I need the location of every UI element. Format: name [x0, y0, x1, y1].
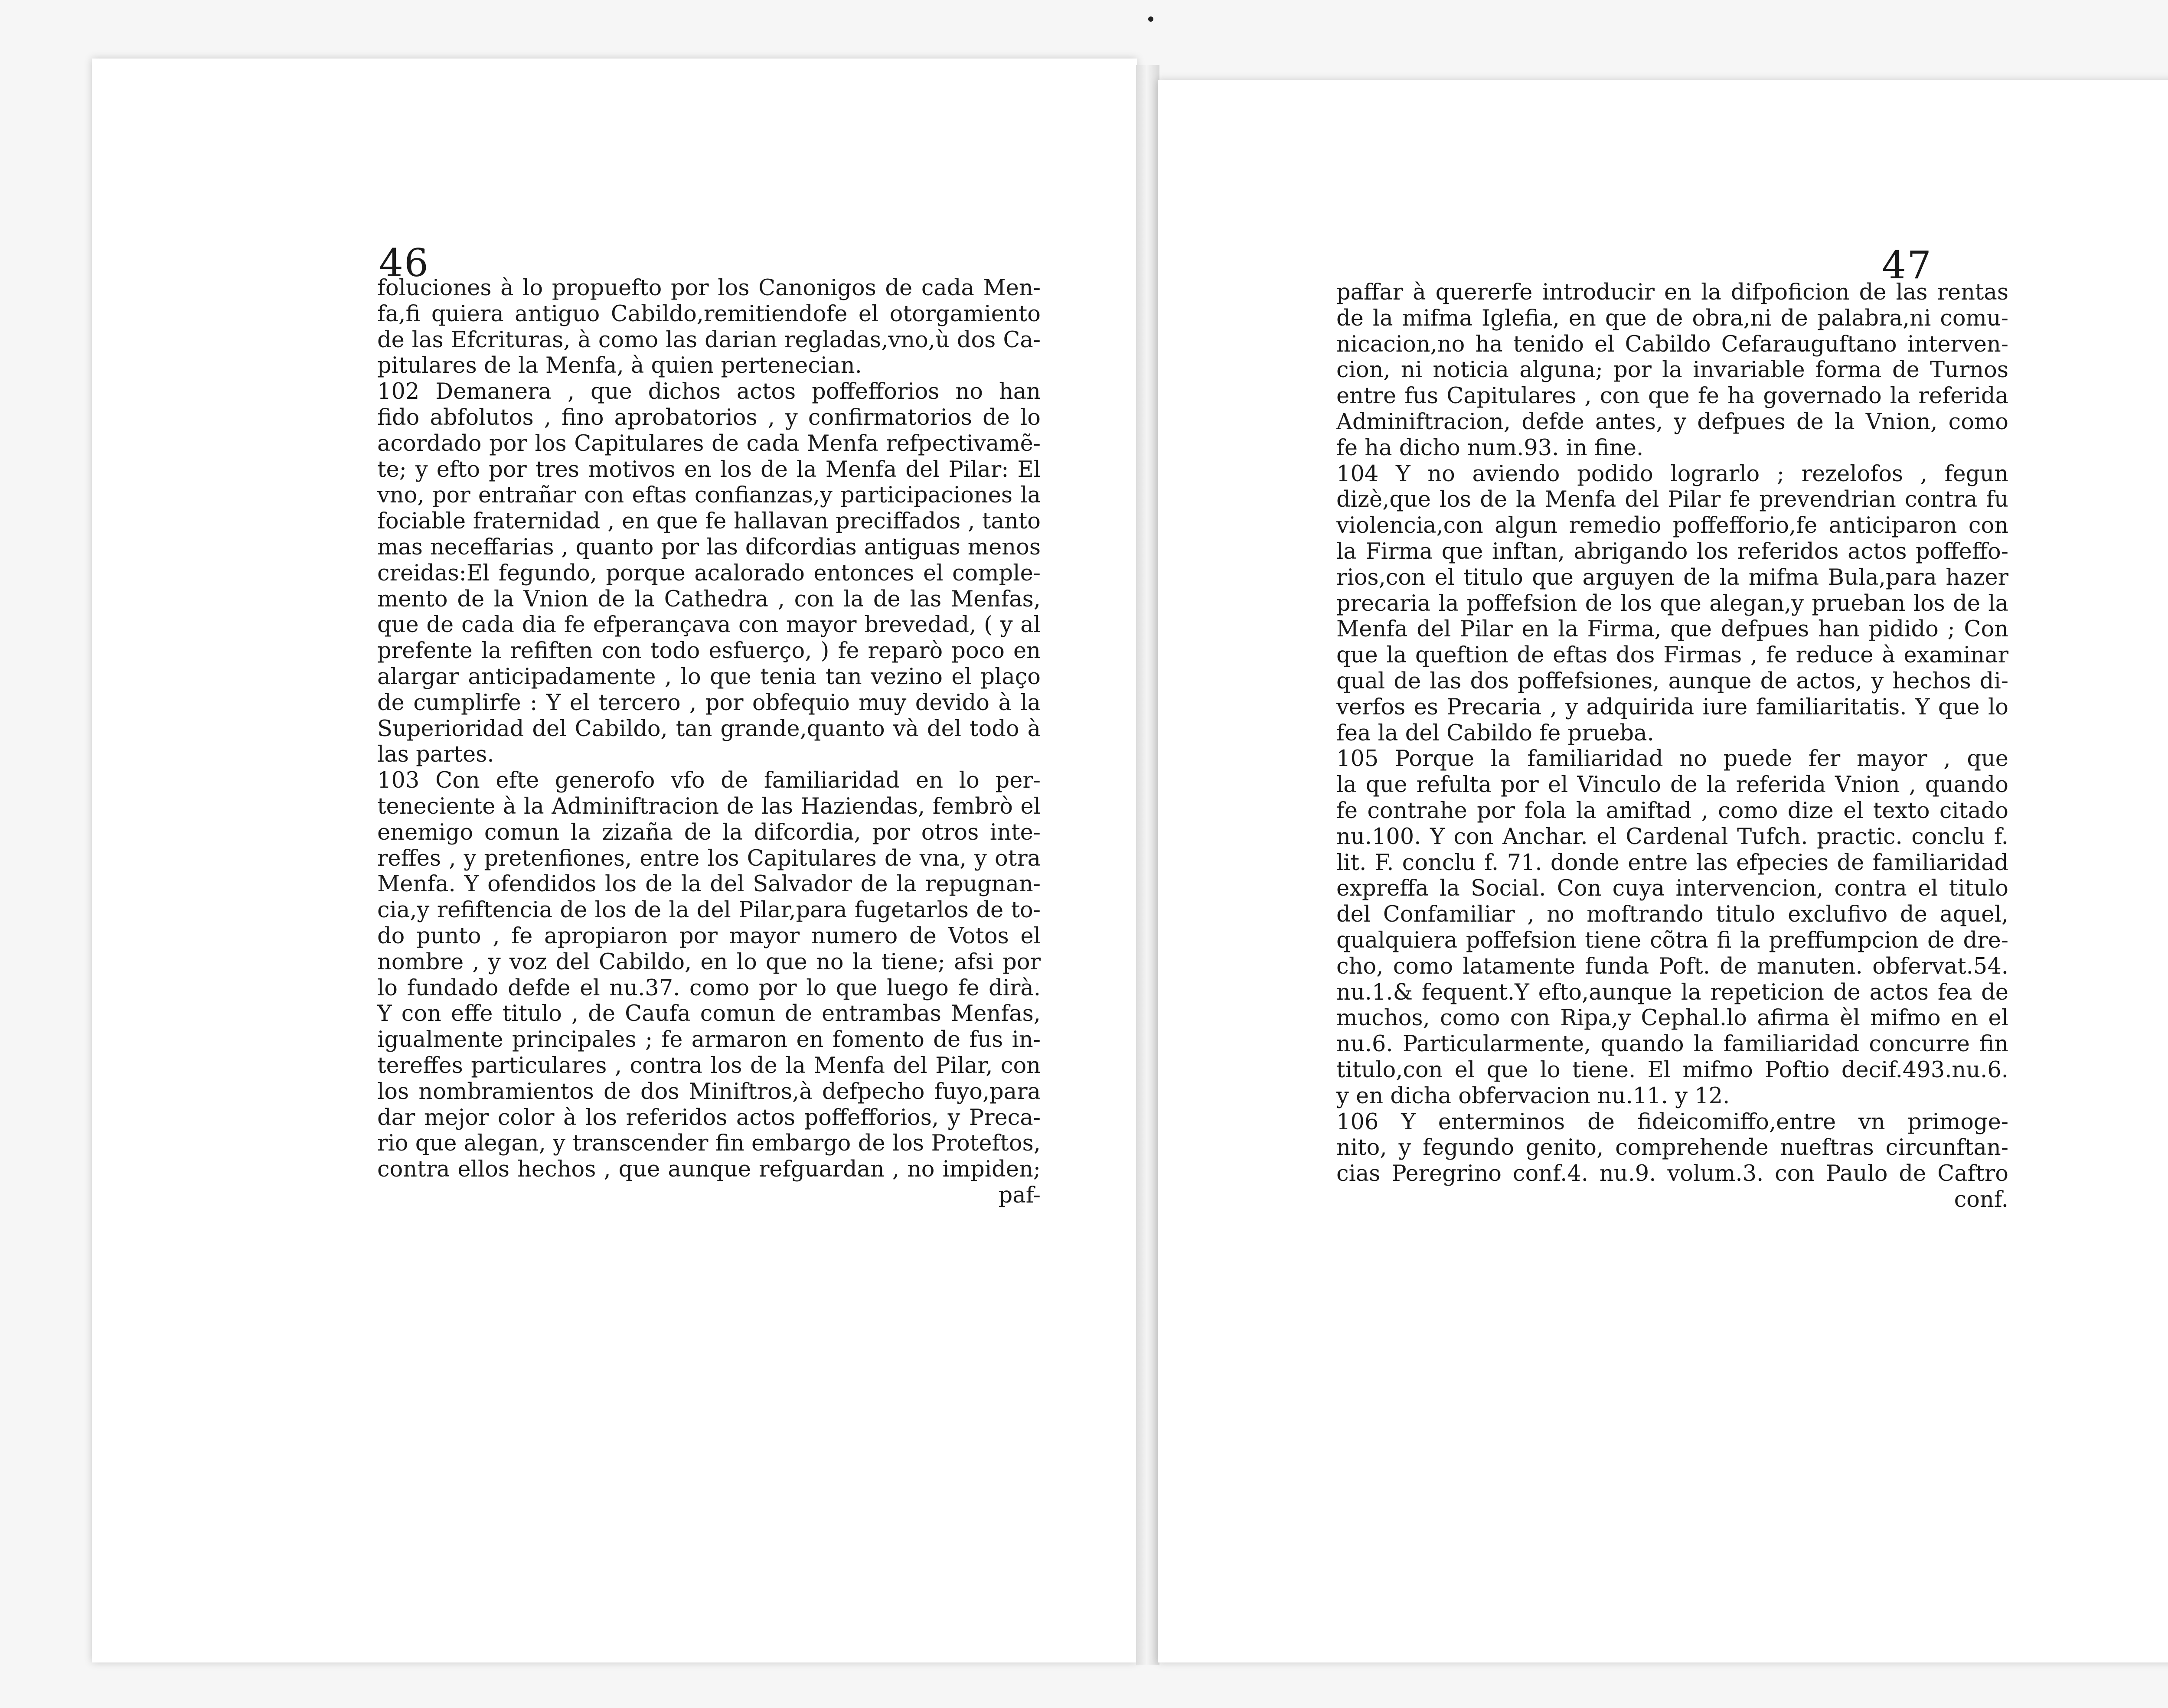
text-line: vno, por entrañar con eftas confianzas,y participaciones la	[377, 482, 1041, 508]
left-text-block	[377, 275, 1041, 1209]
right-page	[1158, 80, 2168, 1662]
text-line: foluciones à lo propuefto por los Canonigos de cada Men-	[377, 275, 1041, 301]
text-line: Y con effe titulo , de Caufa comun de entrambas Menfas,	[377, 1001, 1041, 1027]
text-line: mas neceffarias , quanto por las difcordias antiguas menos	[377, 534, 1041, 560]
text-line: fe ha dicho num.93. in fine.	[1336, 435, 1644, 461]
text-line: fe contrahe por fola la amiftad , como dize el texto citado	[1336, 798, 2008, 824]
text-line: creidas:El fegundo, porque acalorado entonces el comple-	[377, 560, 1041, 586]
text-line: fea la del Cabildo fe prueba.	[1336, 720, 1654, 746]
text-line: prefente la refiften con todo esfuerço, ) fe reparò poco en	[377, 638, 1041, 664]
text-line: Adminiftracion, defde antes, y defpues de la Vnion, como	[1336, 409, 2008, 435]
text-line: 106 Y enterminos de fideicomiffo,entre vn primoge-	[1336, 1109, 2008, 1135]
text-line: 104 Y no aviendo podido lograrlo ; rezelofos , fegun	[1336, 461, 2008, 487]
text-line: teneciente à la Adminiftracion de las Haziendas, fembrò el	[377, 793, 1041, 819]
text-line: reffes , y pretenfiones, entre los Capitulares de vna, y otra	[377, 845, 1041, 871]
text-line: rio que alegan, y transcender fin embargo de los Proteftos,	[377, 1131, 1041, 1157]
text-line: fa,fi quiera antiguo Cabildo,remitiendofe el otorgamiento	[377, 301, 1041, 327]
text-line: y en dicha obfervacion nu.11. y 12.	[1336, 1083, 1730, 1109]
text-line: Superioridad del Cabildo, tan grande,quanto và del todo à	[377, 716, 1041, 742]
text-line: enemigo comun la zizaña de la difcordia, por otros inte-	[377, 819, 1041, 845]
text-line: cho, como latamente funda Poft. de manuten. obfervat.54.	[1336, 953, 2008, 979]
page-number: 47	[1882, 243, 1932, 287]
text-line: expreffa la Social. Con cuya intervencion, contra el titulo	[1336, 876, 2008, 902]
text-line: la Firma que inftan, abrigando los referidos actos poffeffo-	[1336, 538, 2008, 564]
text-line: cion, ni noticia alguna; por la invariable forma de Turnos	[1336, 357, 2008, 383]
catchword: paf-	[998, 1182, 1041, 1208]
text-line: la que refulta por el Vinculo de la referida Vnion , quando	[1336, 772, 2008, 798]
text-line: lit. F. conclu f. 71. donde entre las efpecies de familiaridad	[1336, 850, 2008, 876]
text-line: precaria la poffefsion de los que alegan,y prueban los de la	[1336, 590, 2008, 616]
text-line: paffar à quererfe introducir en la difpoficion de las rentas	[1336, 280, 2008, 305]
text-line: te; y efto por tres motivos en los de la Menfa del Pilar: El	[377, 456, 1041, 482]
text-line: pitulares de la Menfa, à quien pertenecian.	[377, 353, 862, 379]
text-line: fociable fraternidad , en que fe hallavan preciffados , tanto	[377, 508, 1041, 535]
text-line: los nombramientos de dos Miniftros,à defpecho fuyo,para	[377, 1079, 1041, 1105]
text-line: cia,y refiftencia de los de la del Pilar,para fugetarlos de to-	[377, 897, 1041, 923]
catchword: conf.	[1954, 1186, 2008, 1213]
text-line: contra ellos hechos , que aunque refguardan , no impiden;	[377, 1157, 1041, 1183]
ink-speck	[1148, 16, 1153, 22]
text-line: igualmente principales ; fe armaron en fomento de fus in-	[377, 1027, 1041, 1053]
text-line: 102 Demanera , que dichos actos poffefforios no han	[377, 379, 1041, 405]
text-line: del Confamiliar , no moftrando titulo exclufivo de aquel,	[1336, 902, 2008, 928]
text-line: cias Peregrino conf.4. nu.9. volum.3. con Paulo de Caftro	[1336, 1161, 2008, 1187]
text-line: alargar anticipadamente , lo que tenia tan vezino el plaço	[377, 664, 1041, 690]
text-line: de las Efcrituras, à como las darian regladas,vno,ù dos Ca-	[377, 327, 1041, 353]
text-line: mento de la Vnion de la Cathedra , con la de las Menfas,	[377, 586, 1041, 612]
book-gutter	[1136, 65, 1159, 1665]
text-line: dizè,que los de la Menfa del Pilar fe prevendrian contra fu	[1336, 487, 2008, 513]
text-line: tereffes particulares , contra los de la Menfa del Pilar, con	[377, 1053, 1041, 1079]
right-text-block	[1336, 280, 2008, 1213]
text-line: entre fus Capitulares , con que fe ha governado la referida	[1336, 383, 2008, 409]
text-line: nu.1.& fequent.Y efto,aunque la repeticion de actos fea de	[1336, 979, 2008, 1005]
text-line: que la queftion de eftas dos Firmas , fe reduce à examinar	[1336, 642, 2008, 668]
text-line: nu.100. Y con Anchar. el Cardenal Tufch. practic. conclu f.	[1336, 824, 2008, 850]
text-line: Menfa del Pilar en la Firma, que defpues han pidido ; Con	[1336, 616, 2008, 642]
text-line: verfos es Precaria , y adquirida iure familiaritatis. Y que lo	[1336, 694, 2008, 720]
left-page	[92, 59, 1137, 1662]
text-line: qual de las dos poffefsiones, aunque de actos, y hechos di-	[1336, 668, 2008, 694]
text-line: de la mifma Iglefia, en que de obra,ni de palabra,ni comu-	[1336, 305, 2008, 331]
text-line: que de cada dia fe efperançava con mayor brevedad, ( y al	[377, 612, 1041, 638]
text-line: fido abfolutos , fino aprobatorios , y confirmatorios de lo	[377, 404, 1041, 430]
text-line: nombre , y voz del Cabildo, en lo que no la tiene; afsi por	[377, 949, 1041, 975]
page-number: 46	[379, 241, 429, 285]
text-line: 103 Con efte generofo vfo de familiaridad en lo per-	[377, 768, 1041, 794]
text-line: rios,con el titulo que arguyen de la mifma Bula,para hazer	[1336, 564, 2008, 590]
text-line: titulo,con el que lo tiene. El mifmo Poftio decif.493.nu.6.	[1336, 1057, 2008, 1083]
text-line: violencia,con algun remedio poffefforio,fe anticiparon con	[1336, 513, 2008, 539]
text-line: de cumplirfe : Y el tercero , por obfequio muy devido à la	[377, 690, 1041, 716]
text-line: 105 Porque la familiaridad no puede fer mayor , que	[1336, 746, 2008, 772]
text-line: acordado por los Capitulares de cada Menfa refpectivamẽ-	[377, 430, 1041, 456]
text-line: lo fundado defde el nu.37. como por lo que luego fe dirà.	[377, 975, 1041, 1001]
text-line: muchos, como con Ripa,y Cephal.lo afirma èl mifmo en el	[1336, 1005, 2008, 1031]
text-line: las partes.	[377, 742, 494, 768]
text-line: dar mejor color à los referidos actos poffefforios, y Preca-	[377, 1105, 1041, 1131]
text-line: do punto , fe apropiaron por mayor numero de Votos el	[377, 923, 1041, 949]
text-line: nu.6. Particularmente, quando la familiaridad concurre fin	[1336, 1031, 2008, 1057]
text-line: qualquiera poffefsion tiene cõtra fi la preffumpcion de dre-	[1336, 927, 2008, 953]
text-line: Menfa. Y ofendidos los de la del Salvador de la repugnan-	[377, 871, 1041, 897]
text-line: nito, y fegundo genito, comprehende nueftras circunftan-	[1336, 1135, 2008, 1161]
text-line: nicacion,no ha tenido el Cabildo Cefarauguftano interven-	[1336, 331, 2008, 357]
